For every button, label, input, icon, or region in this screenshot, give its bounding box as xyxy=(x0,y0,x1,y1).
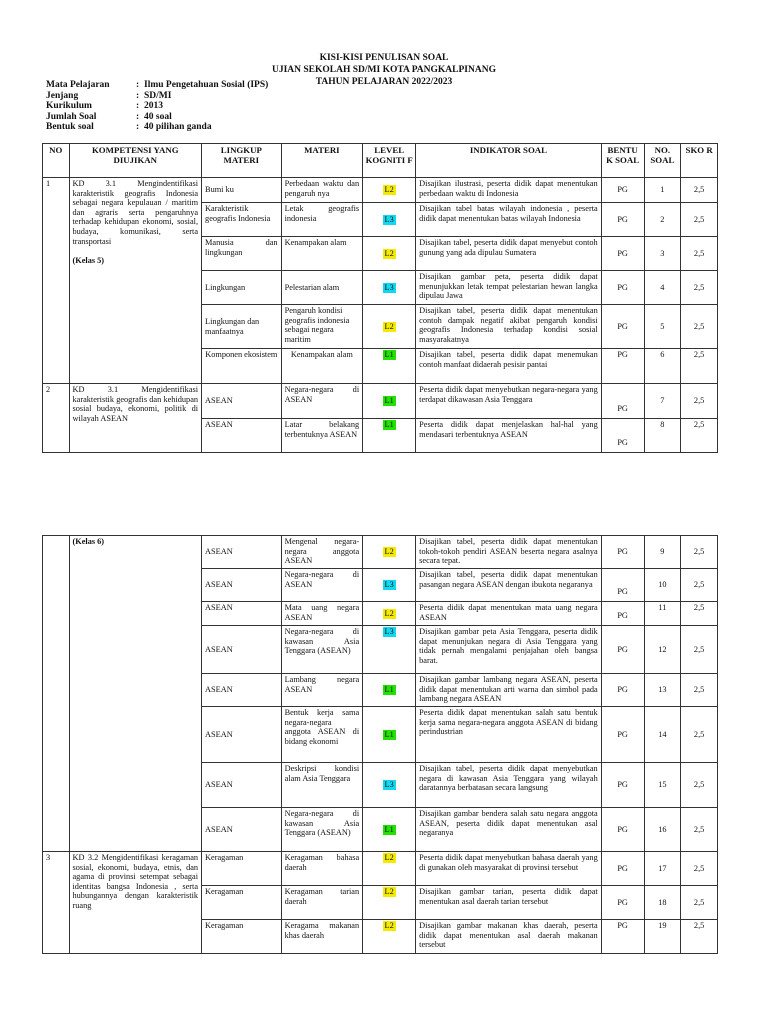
level-badge: L1 xyxy=(384,396,394,405)
doc-subtitle-year: TAHUN PELAJARAN 2022/2023 xyxy=(315,77,453,87)
indikator-cell: Peserta didik dapat menjelaskan hal-hal yang mendasari terbentuknya ASEAN xyxy=(416,419,602,453)
no-soal-cell: 5 xyxy=(644,305,681,349)
indikator-cell: Disajikan gambar peta Asia Tenggara, peserta didik dapat menunjukan negara di Asia Tenggara yang tidak pernah mengalami penjajahan oleh bangsa barat. xyxy=(416,626,602,674)
indikator-cell: Disajikan tabel, peserta didik dapat menemukan contoh manfaat didaerah pesisir pantai xyxy=(416,349,602,384)
level-badge: L2 xyxy=(384,248,394,258)
materi-cell: Mengenal negara-negara anggota ASEAN xyxy=(281,536,363,569)
indikator-cell: Disajikan tabel, peserta didik dapat menentukan tokoh-tokoh pendiri ASEAN beserta negara asalnya secara tepat. xyxy=(416,536,602,569)
materi-cell: Negara-negara di kawasan Asia Tenggara (ASEAN) xyxy=(281,808,363,852)
bentuk-cell: PG xyxy=(601,271,644,305)
meta-row: Mata Pelajaran : Ilmu Pengetahuan Sosial (IPS) xyxy=(46,80,269,90)
skor-cell: 2,5 xyxy=(681,384,718,419)
bentuk-cell: PG xyxy=(601,602,644,626)
level-badge: L3 xyxy=(384,580,394,589)
materi-cell: Pelestarian alam xyxy=(281,271,363,305)
skor-cell: 2,5 xyxy=(681,305,718,349)
skor-cell: 2,5 xyxy=(681,852,718,886)
bentuk-cell: PG xyxy=(601,626,644,674)
level-cell xyxy=(363,763,416,808)
level-cell xyxy=(363,305,416,349)
materi-cell: Negara-negara di ASEAN xyxy=(281,384,363,419)
bentuk-cell: PG xyxy=(601,178,644,203)
no-soal-cell: 8 xyxy=(644,419,681,453)
bentuk-cell: PG xyxy=(601,203,644,237)
materi-cell: Mata uang negara ASEAN xyxy=(281,602,363,626)
skor-cell: 2,5 xyxy=(681,569,718,602)
lingkup-cell: Komponen ekosistem xyxy=(202,349,282,384)
no-soal-cell: 19 xyxy=(644,920,681,954)
no-soal-cell: 7 xyxy=(644,384,681,419)
kompetensi-cell xyxy=(69,178,202,384)
col-header-no-soal: NO. SOAL xyxy=(644,144,681,178)
row-number: 1 xyxy=(43,178,70,384)
skor-cell: 2,5 xyxy=(681,178,718,203)
materi-cell: Letak geografis indonesia xyxy=(281,203,363,237)
skor-cell: 2,5 xyxy=(681,602,718,626)
bentuk-cell: PG xyxy=(601,569,644,602)
level-cell xyxy=(363,852,416,886)
lingkup-cell: Keragaman xyxy=(202,920,282,954)
lingkup-cell: ASEAN xyxy=(202,536,282,569)
indikator-cell: Peserta didik dapat menyebutkan bahasa daerah yang di gunakan oleh masyarakat di provinsi tersebut xyxy=(416,852,602,886)
skor-cell: 2,5 xyxy=(681,536,718,569)
meta-row: Jumlah Soal : 40 soal xyxy=(46,111,172,122)
no-soal-cell: 6 xyxy=(644,349,681,384)
bentuk-cell: PG xyxy=(601,808,644,852)
level-cell xyxy=(363,626,416,674)
bentuk-cell: PG xyxy=(601,707,644,763)
lingkup-cell: ASEAN xyxy=(202,674,282,707)
level-badge: L1 xyxy=(384,685,394,694)
level-badge: L1 xyxy=(384,729,394,739)
level-cell xyxy=(363,886,416,920)
indikator-cell: Disajikan gambar peta, peserta didik dapat menunjukkan letak tempat pelestarian hewan langka dipulau Jawa xyxy=(416,271,602,305)
meta-row: Bentuk soal : 40 pilihan ganda xyxy=(46,122,212,133)
level-badge: L2 xyxy=(384,185,394,194)
lingkup-cell: Manusia dan lingkungan xyxy=(202,237,282,271)
skor-cell: 2,5 xyxy=(681,349,718,384)
level-cell xyxy=(363,384,416,419)
materi-cell: Latar belakang terbentuknya ASEAN xyxy=(281,419,363,453)
no-soal-cell: 13 xyxy=(644,674,681,707)
meta-row: Kurikulum : 2013 xyxy=(46,101,163,112)
skor-cell: 2,5 xyxy=(681,886,718,920)
level-badge: L3 xyxy=(384,780,394,789)
meta-label: Mata Pelajaran xyxy=(46,80,110,90)
skor-cell: 2,5 xyxy=(681,626,718,674)
lingkup-cell: ASEAN xyxy=(202,808,282,852)
materi-cell: Keragama makanan khas daerah xyxy=(281,920,363,954)
kelas-label: (Kelas 6) xyxy=(72,537,105,546)
lingkup-cell: ASEAN xyxy=(202,763,282,808)
kisi-table-page-1 xyxy=(42,143,718,453)
skor-cell: 2,5 xyxy=(681,271,718,305)
no-soal-cell: 17 xyxy=(644,852,681,886)
materi-cell: Perbedaan waktu dan pengaruh nya xyxy=(281,178,363,203)
materi-cell: Bentuk kerja sama negara-negara anggota ASEAN di bidang ekonomi xyxy=(281,707,363,763)
skor-cell: 2,5 xyxy=(681,674,718,707)
kelas-label: (Kelas 5) xyxy=(72,256,105,266)
indikator-cell: Disajikan gambar bendera salah satu negara anggota ASEAN, peserta didik dapat menentukan asal negaranya xyxy=(416,808,602,852)
kompetensi-cell: KD 3.1 Mengidentifikasi karakteristik geografis dan kehidupan sosial budaya, ekonomi, politik di wilayah ASEAN xyxy=(69,384,202,453)
col-header-no: NO xyxy=(43,144,70,178)
indikator-cell: Disajikan gambar lambang negara ASEAN, peserta didik dapat menentukan arti warna dan simbol pada lambang negara ASEAN xyxy=(416,674,602,707)
no-soal-cell: 1 xyxy=(644,178,681,203)
skor-cell: 2,5 xyxy=(681,203,718,237)
lingkup-cell: ASEAN xyxy=(202,419,282,453)
lingkup-cell: Bumi ku xyxy=(202,178,282,203)
bentuk-cell: PG xyxy=(601,920,644,954)
bentuk-cell: PG xyxy=(601,349,644,384)
level-cell xyxy=(363,569,416,602)
indikator-cell: Disajikan tabel, peserta didik dapat menyebutkan negara di kawasan Asia Tenggara yang wilayah daratannya berbatasan secara langsung xyxy=(416,763,602,808)
materi-cell: Lambang negara ASEAN xyxy=(281,674,363,707)
level-badge: L2 xyxy=(384,853,394,862)
level-badge: L2 xyxy=(384,887,394,896)
level-cell xyxy=(363,707,416,763)
table-header-row xyxy=(43,144,718,178)
skor-cell: 2,5 xyxy=(681,237,718,271)
level-badge: L2 xyxy=(384,921,394,930)
materi-cell: Deskripsi kondisi alam Asia Tenggara xyxy=(281,763,363,808)
level-badge: L2 xyxy=(384,547,394,556)
level-badge: L3 xyxy=(384,214,394,224)
indikator-cell: Disajikan tabel batas wilayah indonesia , peserta didik dapat menentukan batas wilayah Indonesia xyxy=(416,203,602,237)
level-badge: L3 xyxy=(384,282,394,292)
materi-cell: Keragaman tarian daerah xyxy=(281,886,363,920)
materi-cell: Negara-negara di ASEAN xyxy=(281,569,363,602)
bentuk-cell: PG xyxy=(601,419,644,453)
meta-row: Jenjang : SD/MI xyxy=(46,90,172,101)
level-badge: L1 xyxy=(384,420,394,429)
level-cell xyxy=(363,349,416,384)
level-cell xyxy=(363,536,416,569)
doc-title: KISI-KISI PENULISAN SOAL xyxy=(319,53,449,63)
level-cell xyxy=(363,920,416,954)
meta-label: Jumlah Soal xyxy=(46,111,97,122)
meta-label: Bentuk soal xyxy=(46,122,94,133)
level-cell xyxy=(363,419,416,453)
indikator-cell: Peserta didik dapat menyebutkan negara-negara yang terdapat dikawasan Asia Tenggara xyxy=(416,384,602,419)
col-header-materi: MATERI xyxy=(281,144,363,178)
no-soal-cell: 4 xyxy=(644,271,681,305)
lingkup-cell: ASEAN xyxy=(202,626,282,674)
level-badge: L2 xyxy=(384,608,394,618)
lingkup-cell: Keragaman xyxy=(202,852,282,886)
level-cell xyxy=(363,808,416,852)
level-cell xyxy=(363,203,416,237)
indikator-cell: Disajikan gambar tarian, peserta didik dapat menentukan asal daerah tarian tersebut xyxy=(416,886,602,920)
kompetensi-cell xyxy=(69,536,202,852)
meta-value: 40 pilihan ganda xyxy=(144,122,212,133)
level-badge: L3 xyxy=(384,627,394,636)
lingkup-cell: Lingkungan dan manfaatnya xyxy=(202,305,282,349)
materi-cell: Kenampakan alam xyxy=(281,237,363,271)
level-badge: L1 xyxy=(384,824,394,834)
col-header-bentuk: BENTU K SOAL xyxy=(601,144,644,178)
indikator-cell: Disajikan ilustrasi, peserta didik dapat menentukan perbedaan waktu di Indonesia xyxy=(416,178,602,203)
col-header-level: LEVEL KOGNITI F xyxy=(363,144,416,178)
no-soal-cell: 9 xyxy=(644,536,681,569)
indikator-cell: Disajikan tabel, peserta didik dapat menyebut contoh gunung yang ada dipulau Sumatera xyxy=(416,237,602,271)
col-header-indikator: INDIKATOR SOAL xyxy=(416,144,602,178)
col-header-lingkup: LINGKUP MATERI xyxy=(202,144,282,178)
indikator-cell: Disajikan gambar makanan khas daerah, peserta didik dapat menentukan asal daerah makanan tersebut xyxy=(416,920,602,954)
level-badge: L1 xyxy=(384,350,394,359)
level-cell xyxy=(363,178,416,203)
no-soal-cell: 18 xyxy=(644,886,681,920)
skor-cell: 2,5 xyxy=(681,707,718,763)
lingkup-cell: ASEAN xyxy=(202,569,282,602)
no-soal-cell: 14 xyxy=(644,707,681,763)
meta-value: 40 soal xyxy=(144,111,172,122)
materi-cell: Keragaman bahasa daerah xyxy=(281,852,363,886)
no-soal-cell: 12 xyxy=(644,626,681,674)
lingkup-cell: ASEAN xyxy=(202,602,282,626)
bentuk-cell: PG xyxy=(601,852,644,886)
materi-cell: Pengaruh kondisi geografis indonesia sebagai negara maritim xyxy=(281,305,363,349)
meta-label: Kurikulum xyxy=(46,101,92,112)
no-soal-cell: 11 xyxy=(644,602,681,626)
kompetensi-cell: KD 3.2 Mengidentifikasi keragaman sosial, ekonomi, budaya, etnis, dan agama di provinsi setempat sebagai identitas bangsa Indonesia , serta hubungannya dengan karakteristik ruang xyxy=(69,852,202,954)
indikator-cell: Peserta didik dapat menentukan mata uang negara ASEAN xyxy=(416,602,602,626)
bentuk-cell: PG xyxy=(601,763,644,808)
no-soal-cell: 15 xyxy=(644,763,681,808)
row-number-empty xyxy=(43,536,70,852)
skor-cell: 2,5 xyxy=(681,419,718,453)
lingkup-cell: Lingkungan xyxy=(202,271,282,305)
no-soal-cell: 10 xyxy=(644,569,681,602)
lingkup-cell: ASEAN xyxy=(202,384,282,419)
lingkup-cell: Keragaman xyxy=(202,886,282,920)
meta-value: SD/MI xyxy=(144,90,172,101)
kisi-table-page-2 xyxy=(42,535,718,954)
no-soal-cell: 2 xyxy=(644,203,681,237)
indikator-cell: Disajikan tabel, peserta didik dapat menentukan contoh dampak negatif akibat pengaruh kondisi geografis Indonesia terhadap kondisi sosial masyarakatnya xyxy=(416,305,602,349)
meta-block xyxy=(46,80,268,133)
materi-cell: Negara-negara di kawasan Asia Tenggara (ASEAN) xyxy=(281,626,363,674)
lingkup-cell: ASEAN xyxy=(202,707,282,763)
level-badge: L2 xyxy=(384,321,394,331)
level-cell xyxy=(363,602,416,626)
indikator-cell: Peserta didik dapat menentukan salah satu bentuk kerja sama negara-negara anggota ASEAN di bidang perindustrian xyxy=(416,707,602,763)
bentuk-cell: PG xyxy=(601,674,644,707)
materi-cell: Kenampakan alam xyxy=(281,349,363,384)
skor-cell: 2,5 xyxy=(681,808,718,852)
bentuk-cell: PG xyxy=(601,237,644,271)
meta-value: Ilmu Pengetahuan Sosial (IPS) xyxy=(144,80,269,90)
bentuk-cell: PG xyxy=(601,886,644,920)
table-row xyxy=(43,536,718,569)
lingkup-cell: Karakteristik geografis Indonesia xyxy=(202,203,282,237)
bentuk-cell: PG xyxy=(601,305,644,349)
meta-value: 2013 xyxy=(144,101,163,112)
row-number: 2 xyxy=(43,384,70,453)
doc-subtitle-school: UJIAN SEKOLAH SD/MI KOTA PANGKALPINANG xyxy=(272,65,496,75)
bentuk-cell: PG xyxy=(601,536,644,569)
no-soal-cell: 16 xyxy=(644,808,681,852)
table-row xyxy=(43,852,718,886)
table-row xyxy=(43,178,718,203)
level-cell xyxy=(363,271,416,305)
bentuk-cell: PG xyxy=(601,384,644,419)
no-soal-cell: 3 xyxy=(644,237,681,271)
skor-cell: 2,5 xyxy=(681,763,718,808)
col-header-skor: SKO R xyxy=(681,144,718,178)
level-cell xyxy=(363,237,416,271)
level-cell xyxy=(363,674,416,707)
indikator-cell: Disajikan tabel, peserta didik dapat menentukan pasangan negara ASEAN dengan ibukota negaranya xyxy=(416,569,602,602)
table-row xyxy=(43,384,718,419)
meta-label: Jenjang xyxy=(46,90,79,101)
skor-cell: 2,5 xyxy=(681,920,718,954)
row-number: 3 xyxy=(43,852,70,954)
kd-text: KD 3.1 Mengindentifikasi karakteristik geografis Indonesia sebagai negara kepulauan / maritim dan agraris serta pengaruhnya terhadap kehidupan ekonomi, sosial, budaya, komunikasi, serta transportasi xyxy=(72,179,199,246)
col-header-kompetensi: KOMPETENSI YANG DIUJIKAN xyxy=(69,144,202,178)
